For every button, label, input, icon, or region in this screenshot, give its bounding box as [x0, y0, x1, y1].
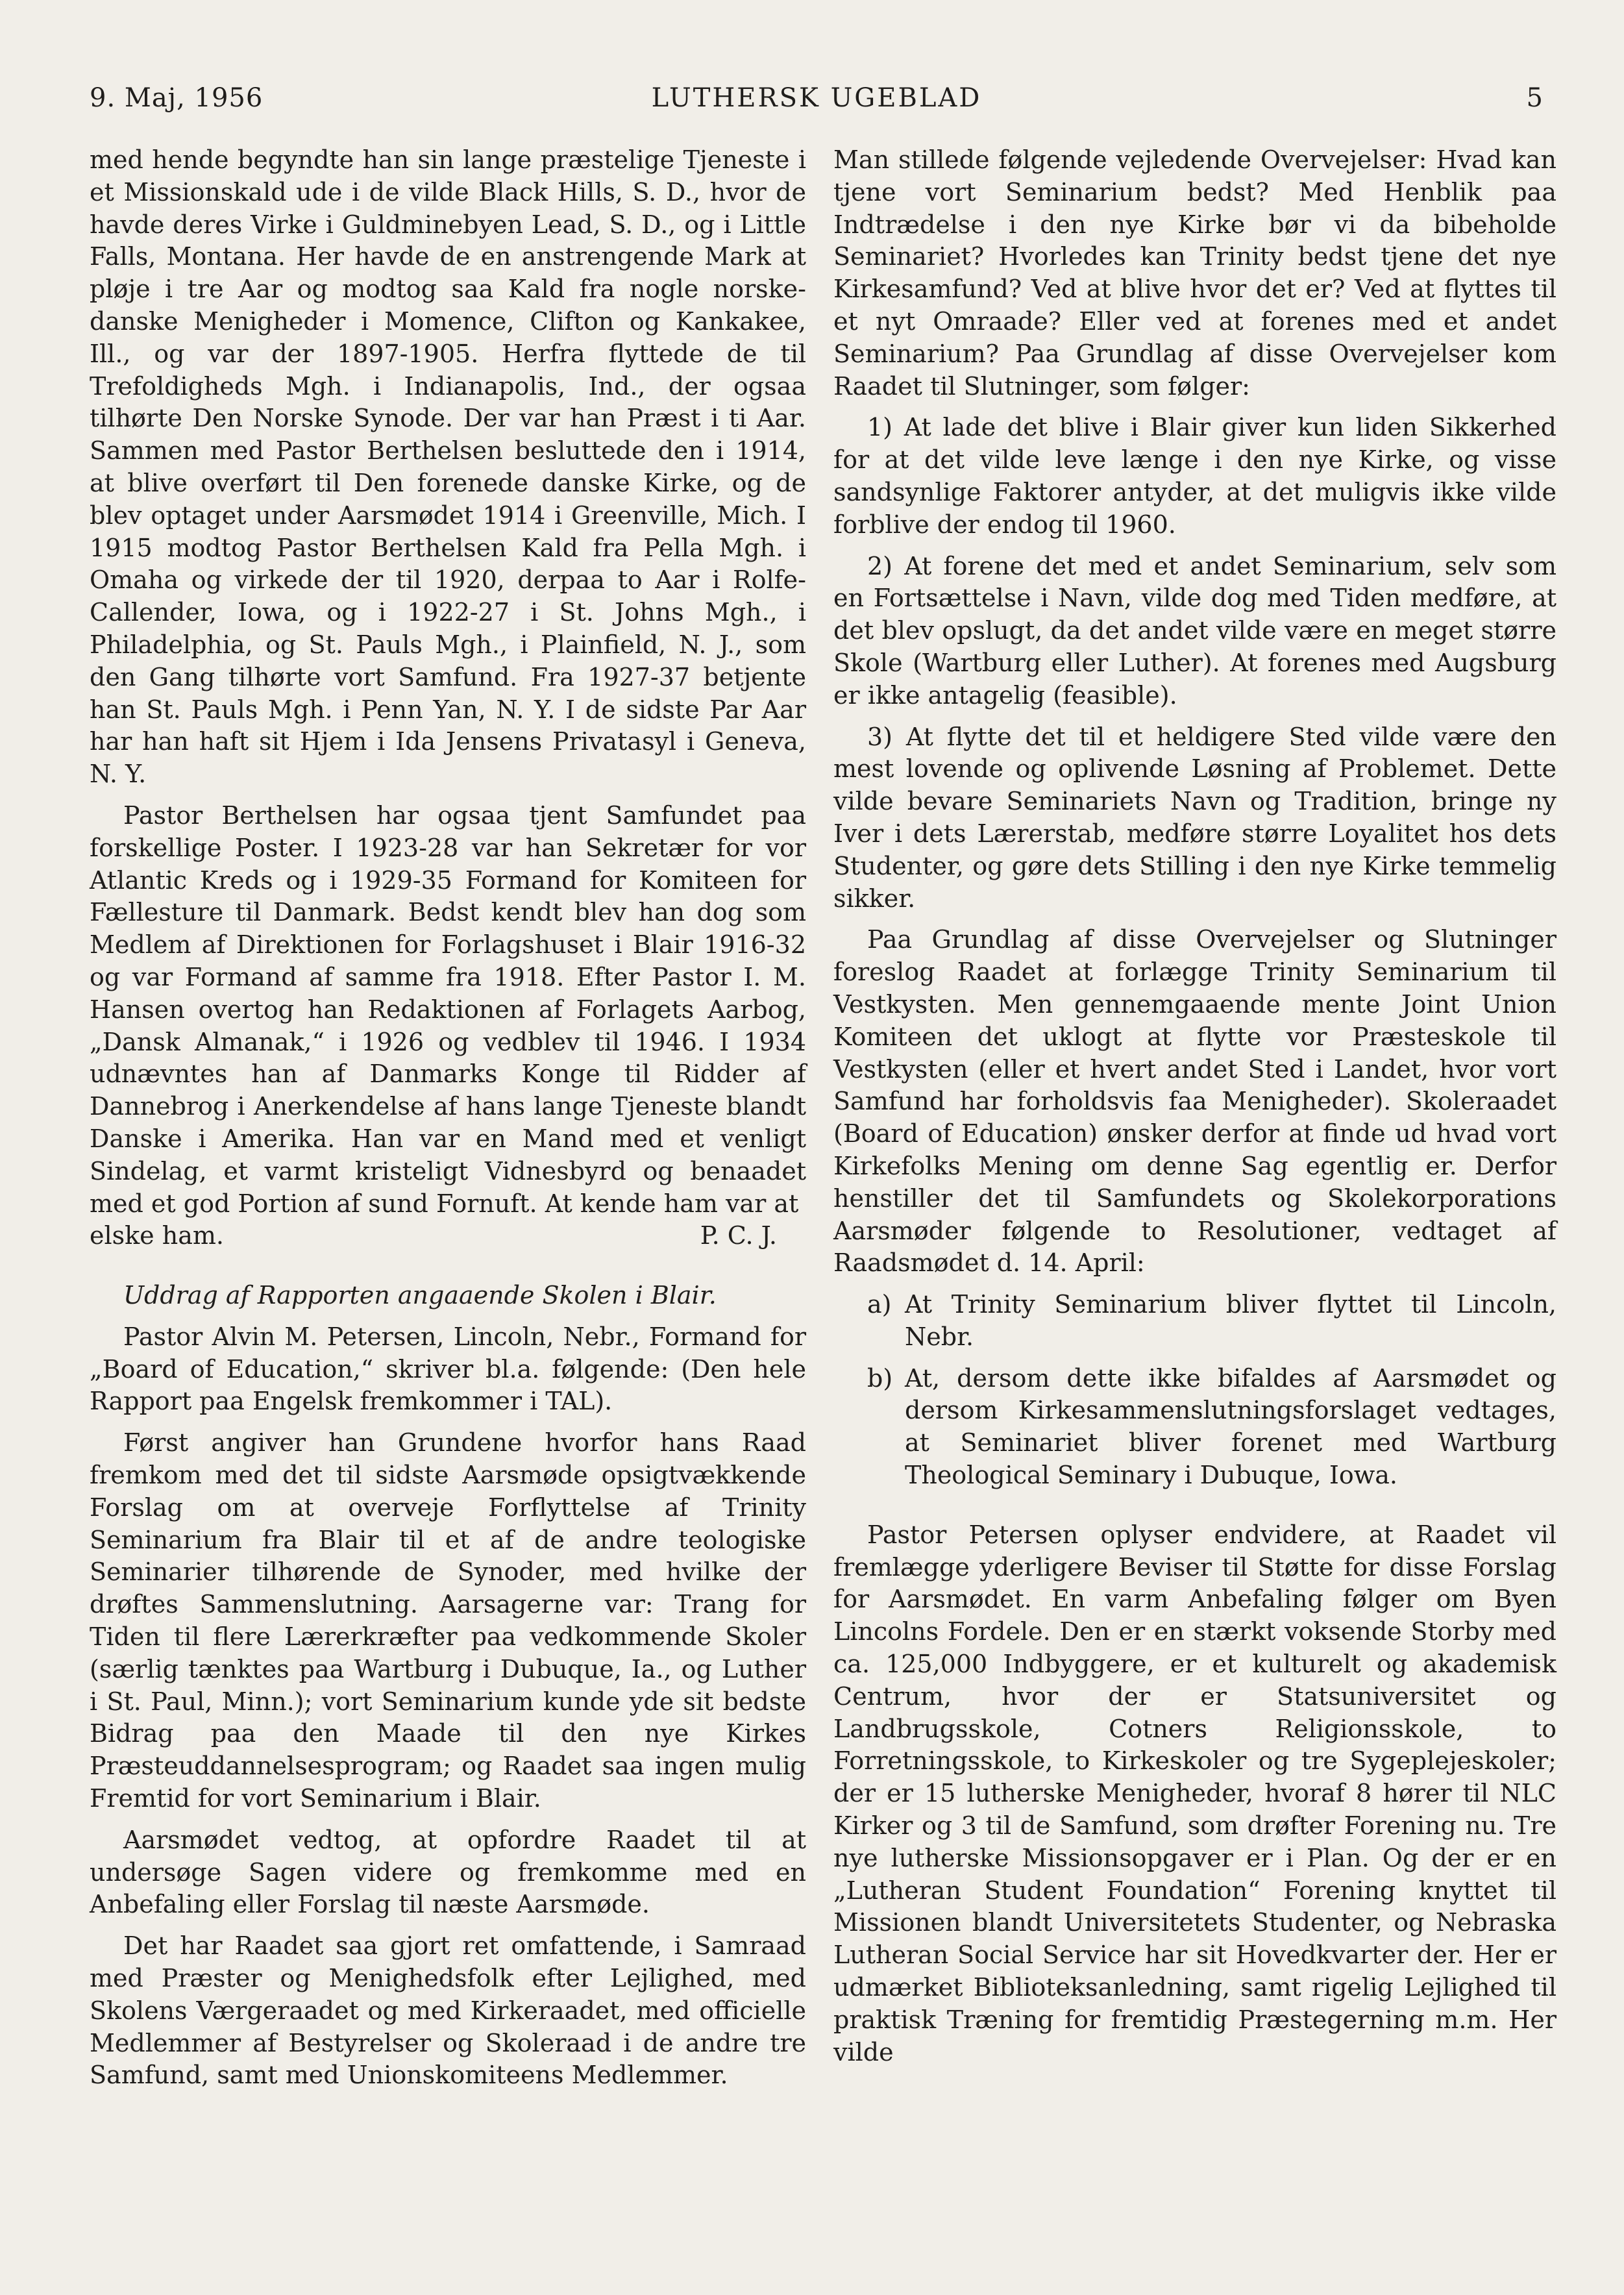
- page-number: 5: [1526, 83, 1544, 113]
- obituary-closing: [90, 1220, 806, 1252]
- report-paragraph-1: Pastor Alvin M. Petersen, Lincoln, Nebr., Formand for „Board of Education,“ skriver bl.a. følgende: (Den hele Rapport paa Engelsk fremkommer i TAL).: [90, 1322, 806, 1416]
- resolution-b-label: b): [867, 1363, 893, 1393]
- report-paragraph-2: Først angiver han Grundene hvorfor hans Raad fremkom med det til sidste Aarsmøde opsigtvækkende Forslag om at overveje Forflyttelse af Trinity Seminarium fra Blair til et af de andre teologiske Seminarier tilhørende de Synoder, med hvilke der drøftes Sammenslutning. Aarsagerne var: Trang for Tiden til flere Lærerkræfter paa vedkommende Skoler (særlig tænktes paa Wartburg i Dubuque, Ia., og Luther i St. Paul, Minn.); vort Seminarium kunde yde sit bedste Bidrag paa den Maade til den nye Kirkes Præsteuddannelsesprogram; og Raadet saa ingen mulig Fremtid for vort Seminarium i Blair.: [90, 1428, 806, 1813]
- left-column: [90, 144, 806, 2092]
- obituary-paragraph-1: med hende begyndte han sin lange præstelige Tjeneste i et Missionskald ude i de vilde Black Hills, S. D., hvor de havde deres Virke i Guldminebyen Lead, S. D., og i Little Falls, Montana. Her havde de en anstrengende Mark at pløje i tre Aar og modtog saa Kald fra nogle norske-danske Menigheder i Momence, Clifton og Kankakee, Ill., og var der 1897-1905. Herfra flyttede de til Trefoldigheds Mgh. i Indianapolis, Ind., der ogsaa tilhørte Den Norske Synode. Der var han Præst i ti Aar. Sammen med Pastor Berthelsen besluttede den i 1914, at blive overført til Den forenede danske Kirke, og de blev optaget under Aarsmødet 1914 i Greenville, Mich. I 1915 modtog Pastor Berthelsen Kald fra Pella Mgh. i Omaha og virkede der til 1920, derpaa to Aar i Rolfe-Callender, Iowa, og i 1922-27 i St. Johns Mgh., i Philadelphia, og St. Pauls Mgh., i Plainfield, N. J., som den Gang tilhørte vort Samfund. Fra 1927-37 betjente han St. Pauls Mgh. i Penn Yan, N. Y. I de sidste Par Aar har han haft sit Hjem i Ida Jensens Privatasyl i Geneva, N. Y.: [90, 145, 806, 789]
- resolution-a-text: At Trinity Seminarium bliver flyttet til Lincoln, Nebr.: [905, 1290, 1556, 1351]
- conclusion-item-2: 2) At forene det med et andet Seminarium, selv som en Fortsættelse i Navn, vilde dog med Tiden medføre, at det blev opslugt, da det andet vilde være en meget større Skole (Wartburg eller Luther). At forenes med Augsburg er ikke antagelig (feasible).: [833, 551, 1556, 710]
- report-paragraph-3: Aarsmødet vedtog, at opfordre Raadet til at undersøge Sagen videre og fremkomme med en Anbefaling eller Forslag til næste Aarsmøde.: [90, 1825, 806, 1919]
- resolution-a-label: a): [867, 1290, 892, 1319]
- report-subheading: Uddrag af Rapporten angaaende Skolen i Blair.: [123, 1281, 717, 1310]
- considerations-paragraph: Man stillede følgende vejledende Overvejelser: Hvad kan tjene vort Seminarium bedst? Med Henblik paa Indtrædelse i den nye Kirke bør vi da bibeholde Seminariet? Hvorledes kan Trinity bedst tjene det nye Kirkesamfund? Ved at blive hvor det er? Ved at flyttes til et nyt Omraade? Eller ved at forenes med et andet Seminarium? Paa Grundlag af disse Overvejelser kom Raadet til Slutninger, som følger:: [833, 145, 1556, 401]
- obituary-paragraph-2: Pastor Berthelsen har ogsaa tjent Samfundet paa forskellige Poster. I 1923-28 var han Sekretær for vor Atlantic Kreds og i 1929-35 Formand for Komiteen for Fællesture til Danmark. Bedst kendt blev han dog som Medlem af Direktionen for Forlagshuset i Blair 1916-32 og var Formand af samme fra 1918. Efter Pastor I. M. Hansen overtog han Redaktionen af Forlagets Aarbog, „Dansk Almanak,“ i 1926 og vedblev til 1946. I 1934 udnævntes han af Danmarks Konge til Ridder af Dannebrog i Anerkendelse af hans lange Tjeneste blandt Danske i Amerika. Han var en Mand med et venligt Sindelag, et varmt kristeligt Vidnesbyrd og benaadet med et god Portion af sund Fornuft. At kende ham var at: [90, 800, 806, 1218]
- issue-date: 9. Maj, 1956: [90, 83, 264, 113]
- conclusion-item-3: 3) At flytte det til et heldigere Sted vilde være den mest lovende og oplivende Løsning af Problemet. Dette vilde bevare Seminariets Navn og Tradition, bringe ny Iver i dets Lærerstab, medføre større Loyalitet hos dets Studenter, og gøre dets Stilling i den nye Kirke temmelig sikker.: [833, 722, 1556, 913]
- page-header: [90, 77, 1544, 122]
- recommendation-paragraph: Paa Grundlag af disse Overvejelser og Slutninger foreslog Raadet at forlægge Trinity Seminarium til Vestkysten. Men gennemgaaende mente Joint Union Komiteen det uklogt at flytte vor Præsteskole til Vestkysten (eller et hvert andet Sted i Landet, hvor vort Samfund har forholdsvis faa Menigheder). Skoleraadet (Board of Education) ønsker derfor at finde ud hvad vort Kirkefolks Mening om denne Sag egentlig er. Derfor henstiller det til Samfundets og Skolekorporations Aarsmøder følgende to Resolutioner, vedtaget af Raadsmødet d. 14. April:: [833, 925, 1556, 1278]
- resolution-b-text: At, dersom dette ikke bifaldes af Aarsmødet og dersom Kirkesammenslutningsforslaget vedtages, at Seminariet bliver forenet med Wartburg Theological Seminary i Dubuque, Iowa.: [905, 1363, 1556, 1490]
- closing-text: elske ham.: [90, 1221, 224, 1250]
- resolution-b: [833, 1363, 1556, 1492]
- lincoln-paragraph: Pastor Petersen oplyser endvidere, at Raadet vil fremlægge yderligere Beviser til Støtte for disse Forslag for Aarsmødet. En varm Anbefaling følger om Byen Lincolns Fordele. Den er en stærkt voksende Storby med ca. 125,000 Indbyggere, er et kulturelt og akademisk Centrum, hvor der er Statsuniversitet og Landbrugsskole, Cotners Religionsskole, to Forretningsskole, to Kirkeskoler og tre Sygeplejeskoler; der er 15 lutherske Menigheder, hvoraf 8 hører til NLC Kirker og 3 til de Samfund, som drøfter Forening nu. Tre nye lutherske Missionsopgaver er i Plan. Og der er en „Lutheran Student Foundation“ Forening knyttet til Missionen blandt Universitetets Studenter, og Nebraska Lutheran Social Service har sit Hovedkvarter der. Her er udmærket Biblioteksanledning, samt rigelig Lejlighed til praktisk Træning for fremtidig Præstegerning m.m. Her vilde: [833, 1520, 1556, 2066]
- author-signature: P. C. J.: [700, 1221, 777, 1250]
- right-column: [833, 144, 1556, 2068]
- report-paragraph-4: Det har Raadet saa gjort ret omfattende, i Samraad med Præster og Menighedsfolk efter Lejlighed, med Skolens Værgeraadet og med Kirkeraadet, med officielle Medlemmer af Bestyrelser og Skoleraad i de andre tre Samfund, samt med Unionskomiteens Medlemmer.: [90, 1931, 806, 2090]
- publication-title: LUTHERSK UGEBLAD: [651, 83, 982, 113]
- conclusion-item-1: 1) At lade det blive i Blair giver kun liden Sikkerhed for at det vilde leve længe i den nye Kirke, og visse sandsynlige Faktorer antyder, at det muligvis ikke vilde forblive der endog til 1960.: [833, 413, 1556, 539]
- resolution-a: [833, 1289, 1556, 1354]
